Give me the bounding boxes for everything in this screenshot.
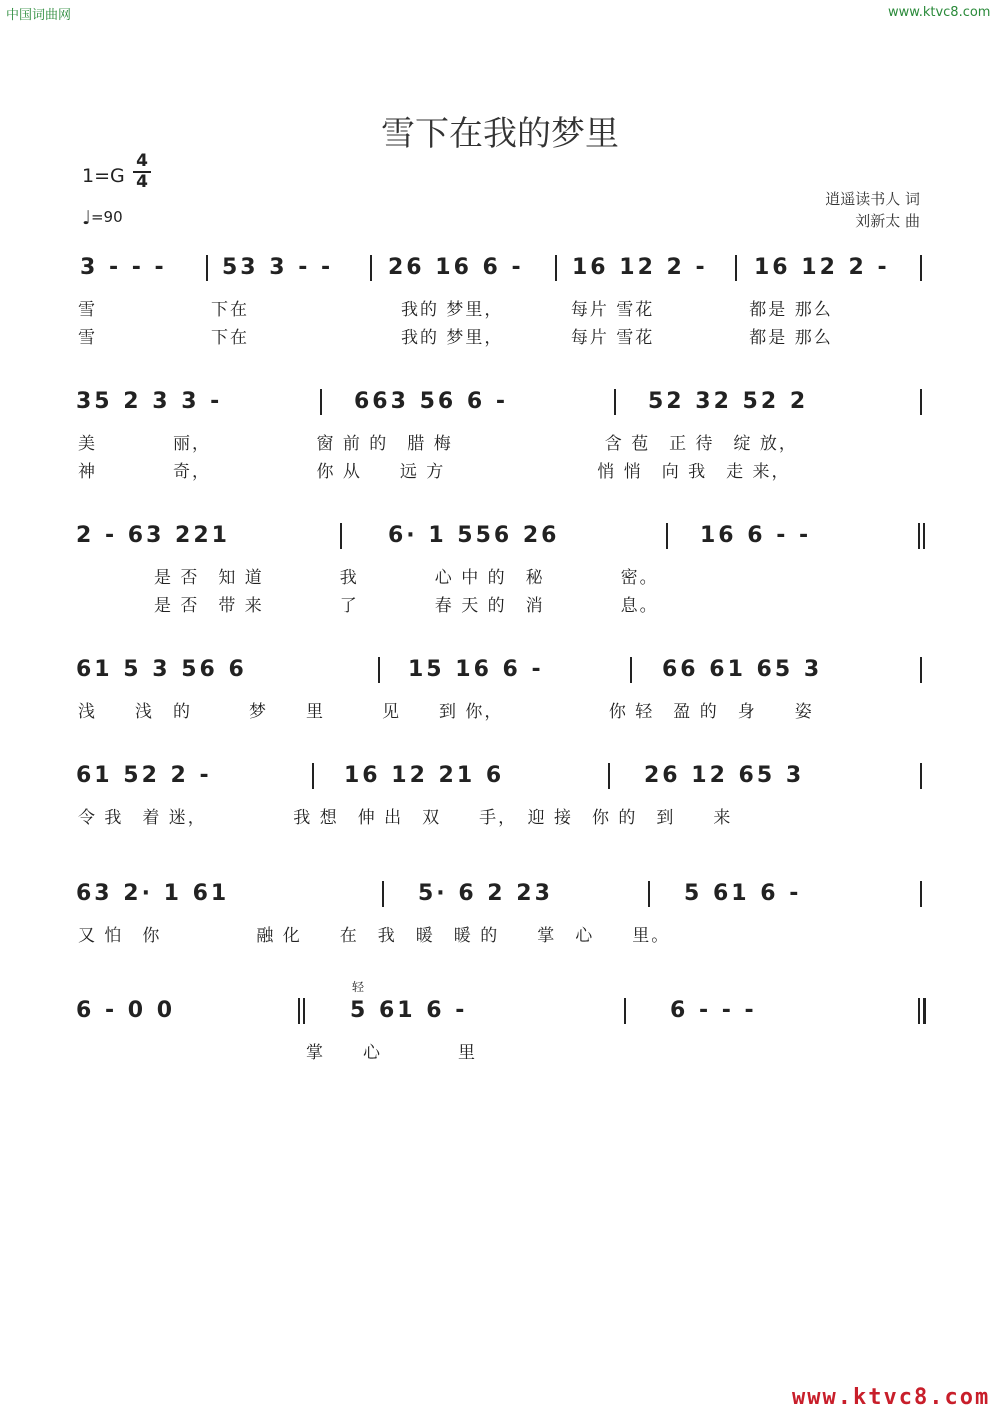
measure: 6 - 0 0 (76, 998, 176, 1023)
lyrics-verse-1: 是 否 知 道 我 心 中 的 秘 密。 (78, 568, 659, 588)
measure: 61 52 2 - (76, 763, 212, 788)
measure: 663 56 6 - (354, 389, 508, 414)
measure: 26 16 6 - (388, 255, 524, 280)
dynamic-mark: 轻 (352, 980, 365, 994)
measure: 16 12 2 - (572, 255, 708, 280)
barline (666, 523, 668, 549)
composer-credit: 刘新太 曲 (855, 212, 920, 230)
barline (920, 255, 922, 281)
notation-line-5 (72, 763, 928, 833)
measure: 52 32 52 2 (648, 389, 809, 414)
lyrics-verse-1: 令 我 着 迷， 我 想 伸 出 双 手， 迎 接 你 的 到 来 (78, 808, 733, 828)
measure: 53 3 - - (222, 255, 334, 280)
lyrics-verse-2: 神 奇， 你 从 远 方 悄 悄 向 我 走 来， (78, 462, 791, 482)
song-title: 雪下在我的梦里 (381, 114, 619, 154)
barline (378, 657, 380, 683)
site-name-left[interactable]: 中国词曲网 (6, 8, 72, 23)
barline (735, 255, 737, 281)
barline (923, 523, 925, 549)
measure: 63 2· 1 61 (76, 881, 230, 906)
time-signature (133, 152, 151, 192)
barline (920, 389, 922, 415)
measure: 16 6 - - (700, 523, 812, 548)
measure: 35 2 3 3 - (76, 389, 223, 414)
lyrics-verse-1: 又 怕 你 融 化 在 我 暖 暖 的 掌 心 里。 (78, 926, 671, 946)
measure: 6 - - - (670, 998, 757, 1023)
watermark-logo: www.ktvc8.com (792, 1385, 991, 1410)
barline (320, 389, 322, 415)
barline (630, 657, 632, 683)
time-signature-top: 4 (136, 151, 148, 171)
measure: 5 61 6 - (350, 998, 468, 1023)
time-signature-bottom: 4 (136, 172, 148, 192)
key-signature: 1=G (82, 165, 125, 187)
measure: 5 61 6 - (684, 881, 802, 906)
notation-line-1 (72, 255, 928, 348)
barline (624, 998, 626, 1024)
barline (340, 523, 342, 549)
notation-line-2 (72, 389, 928, 484)
lyrics-verse-1: 掌 心 里 (78, 1043, 477, 1063)
notation-line-6 (72, 881, 928, 951)
barline (608, 763, 610, 789)
site-url-right[interactable]: www.ktvc8.com (888, 5, 991, 20)
notation-line-3 (72, 523, 928, 618)
measure: 16 12 2 - (754, 255, 890, 280)
barline (923, 998, 926, 1024)
barline (555, 255, 557, 281)
barline (920, 763, 922, 789)
lyrics-verse-1: 美 丽， 窗 前 的 腊 梅 含 苞 正 待 绽 放， (78, 434, 798, 454)
lyrics-verse-2: 雪 下在 我的 梦里， 每片 雪花 都是 那么 (78, 328, 833, 348)
barline (382, 881, 384, 907)
lyrics-verse-1: 雪 下在 我的 梦里， 每片 雪花 都是 那么 (78, 300, 833, 320)
barline (920, 657, 922, 683)
notation-line-7 (72, 980, 928, 1068)
measure: 61 5 3 56 6 (76, 657, 247, 682)
measure: 5· 6 2 23 (418, 881, 553, 906)
lyricist-credit: 逍遥读书人 词 (825, 190, 920, 208)
measure: 6· 1 556 26 (388, 523, 560, 548)
measure: 15 16 6 - (408, 657, 544, 682)
barline (303, 998, 305, 1024)
barline (370, 255, 372, 281)
barline (614, 389, 616, 415)
lyrics-verse-2: 是 否 带 来 了 春 天 的 消 息。 (78, 596, 659, 616)
tempo-value: =90 (90, 208, 123, 226)
measure: 66 61 65 3 (662, 657, 823, 682)
measure: 26 12 65 3 (644, 763, 805, 788)
barline (298, 998, 300, 1024)
barline (918, 523, 920, 549)
barline (206, 255, 208, 281)
barline (918, 998, 920, 1024)
measure: 3 - - - (80, 255, 167, 280)
tempo-marking (82, 207, 123, 229)
barline (312, 763, 314, 789)
barline (920, 881, 922, 907)
lyrics-verse-1: 浅 浅 的 梦 里 见 到 你， 你 轻 盈 的 身 姿 (78, 702, 814, 722)
measure: 16 12 21 6 (344, 763, 505, 788)
notation-line-4 (72, 657, 928, 727)
quarter-note-icon: ♩ (82, 207, 91, 229)
barline (648, 881, 650, 907)
measure: 2 - 63 221 (76, 523, 230, 548)
